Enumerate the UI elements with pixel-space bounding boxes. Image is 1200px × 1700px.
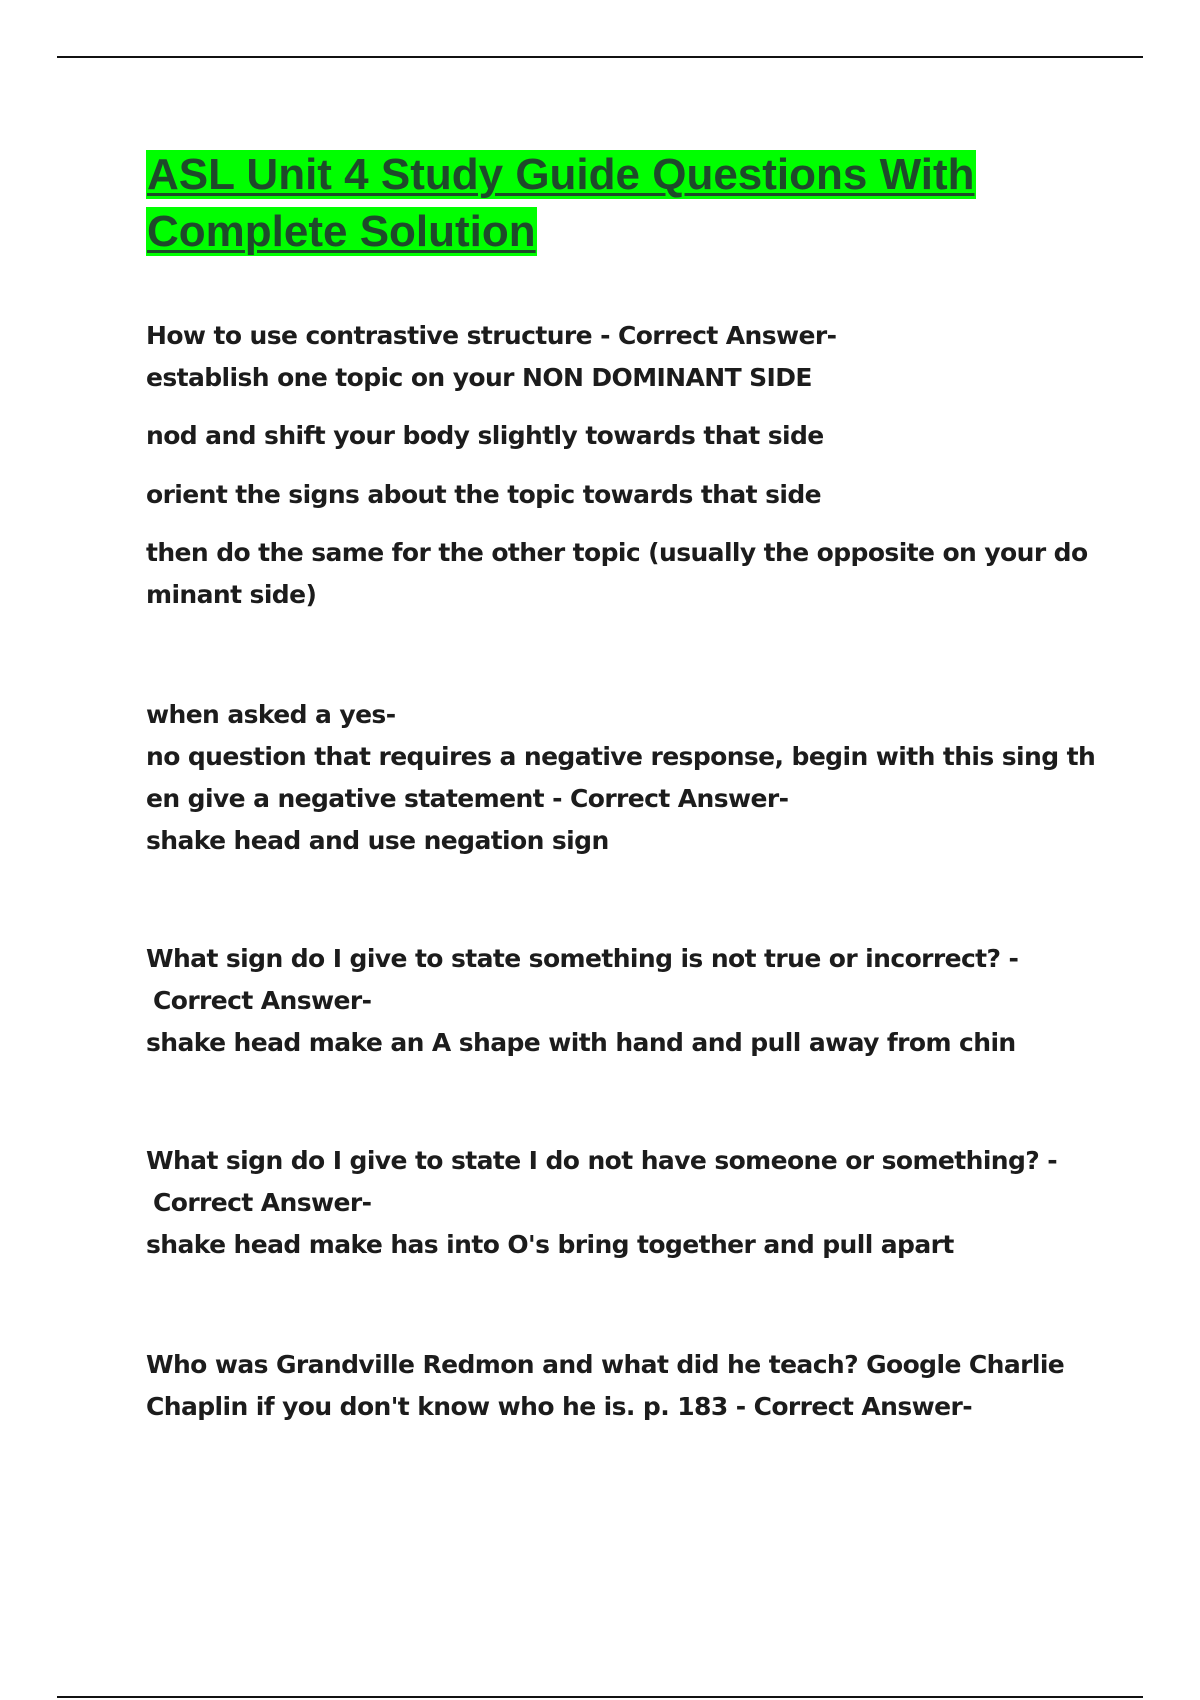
qa-item-1-answer-step-4	[146, 532, 1106, 616]
question-line: What sign do I give to state I do not have someone or something? -	[146, 1146, 1058, 1175]
answer-line: nod and shift your body slightly towards that side	[146, 421, 824, 450]
answer-line: shake head make has into O's bring together and pull apart	[146, 1230, 954, 1259]
title-line-2: Complete Solution	[147, 207, 536, 256]
question-line: What sign do I give to state something is not true or incorrect? -	[146, 944, 1019, 973]
question-line: Chaplin if you don't know who he is. p. 183 - Correct Answer-	[146, 1392, 972, 1421]
qa-item-1-answer-step-2	[146, 415, 1106, 457]
question-line: no question that requires a negative response, begin with this sing th	[146, 742, 1096, 771]
answer-line: shake head make an A shape with hand and pull away from chin	[146, 1028, 1016, 1057]
document-title	[146, 146, 1106, 260]
answer-line: minant side)	[146, 580, 317, 609]
question-line: en give a negative statement - Correct Answer-	[146, 784, 789, 813]
answer-line: orient the signs about the topic towards that side	[146, 480, 822, 509]
qa-item-3	[146, 938, 1106, 1064]
top-rule	[57, 56, 1143, 58]
bottom-rule	[57, 1696, 1143, 1698]
question-line: Correct Answer-	[153, 1188, 372, 1217]
qa-item-1-answer-step-3	[146, 474, 1106, 516]
answer-line: shake head and use negation sign	[146, 826, 609, 855]
qa-item-4	[146, 1140, 1106, 1266]
answer-line: then do the same for the other topic (usually the opposite on your do	[146, 538, 1088, 567]
question-line: How to use contrastive structure - Correct Answer-	[146, 321, 837, 350]
question-line: when asked a yes-	[146, 700, 396, 729]
qa-item-1	[146, 315, 1106, 399]
question-line: Who was Grandville Redmon and what did he teach? Google Charlie	[146, 1350, 1065, 1379]
answer-line: establish one topic on your NON DOMINANT SIDE	[146, 363, 812, 392]
qa-item-5	[146, 1344, 1106, 1428]
title-line-1: ASL Unit 4 Study Guide Questions With	[147, 150, 975, 199]
question-line: Correct Answer-	[153, 986, 372, 1015]
qa-item-2	[146, 694, 1106, 862]
